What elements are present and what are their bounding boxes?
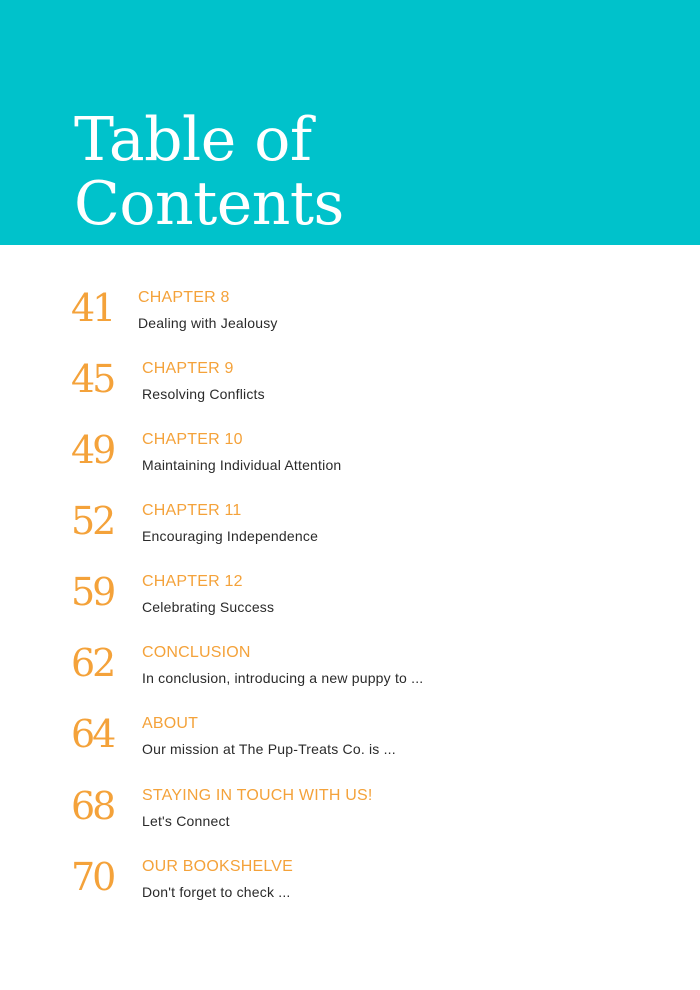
entry-description: Dealing with Jealousy xyxy=(138,315,278,331)
page-title-line-1: Table of xyxy=(74,105,312,175)
page-number: 64 xyxy=(71,712,114,756)
entry-description: Resolving Conflicts xyxy=(142,386,265,402)
page-number: 59 xyxy=(71,570,114,614)
entry-description: In conclusion, introducing a new puppy to ... xyxy=(142,670,424,686)
entry-heading: CHAPTER 9 xyxy=(142,360,234,377)
page-number: 52 xyxy=(71,499,114,543)
entry-heading: CHAPTER 8 xyxy=(138,289,230,306)
toc-entry-chapter-8[interactable] xyxy=(0,288,700,348)
entry-heading: OUR BOOKSHELVE xyxy=(142,858,293,875)
entry-heading: CONCLUSION xyxy=(142,644,251,661)
toc-entry-chapter-11[interactable] xyxy=(0,501,700,561)
toc-entry-our-bookshelve[interactable] xyxy=(0,857,700,917)
entry-description: Maintaining Individual Attention xyxy=(142,457,342,473)
page-number: 41 xyxy=(71,286,114,330)
entry-description: Encouraging Independence xyxy=(142,528,319,544)
entry-heading: STAYING IN TOUCH WITH US! xyxy=(142,787,373,804)
toc-entry-chapter-12[interactable] xyxy=(0,572,700,632)
entry-description: Let's Connect xyxy=(142,813,230,829)
entry-description: Our mission at The Pup-Treats Co. is ... xyxy=(142,741,396,757)
page-number: 45 xyxy=(71,357,114,401)
page-number: 70 xyxy=(71,855,114,899)
page-number: 49 xyxy=(71,428,114,472)
toc-entry-chapter-10[interactable] xyxy=(0,430,700,490)
entry-description: Don't forget to check ... xyxy=(142,884,291,900)
entry-heading: CHAPTER 11 xyxy=(142,502,242,519)
entry-heading: CHAPTER 12 xyxy=(142,573,243,590)
page-number: 68 xyxy=(71,784,114,828)
entry-heading: CHAPTER 10 xyxy=(142,431,243,448)
toc-entry-staying-in-touch[interactable] xyxy=(0,786,700,846)
toc-entry-conclusion[interactable] xyxy=(0,643,700,703)
page-title-line-2: Contents xyxy=(74,169,344,239)
entry-heading: ABOUT xyxy=(142,715,199,732)
entry-description: Celebrating Success xyxy=(142,599,275,615)
toc-entry-chapter-9[interactable] xyxy=(0,359,700,419)
page-number: 62 xyxy=(71,641,114,685)
toc-entry-about[interactable] xyxy=(0,714,700,774)
